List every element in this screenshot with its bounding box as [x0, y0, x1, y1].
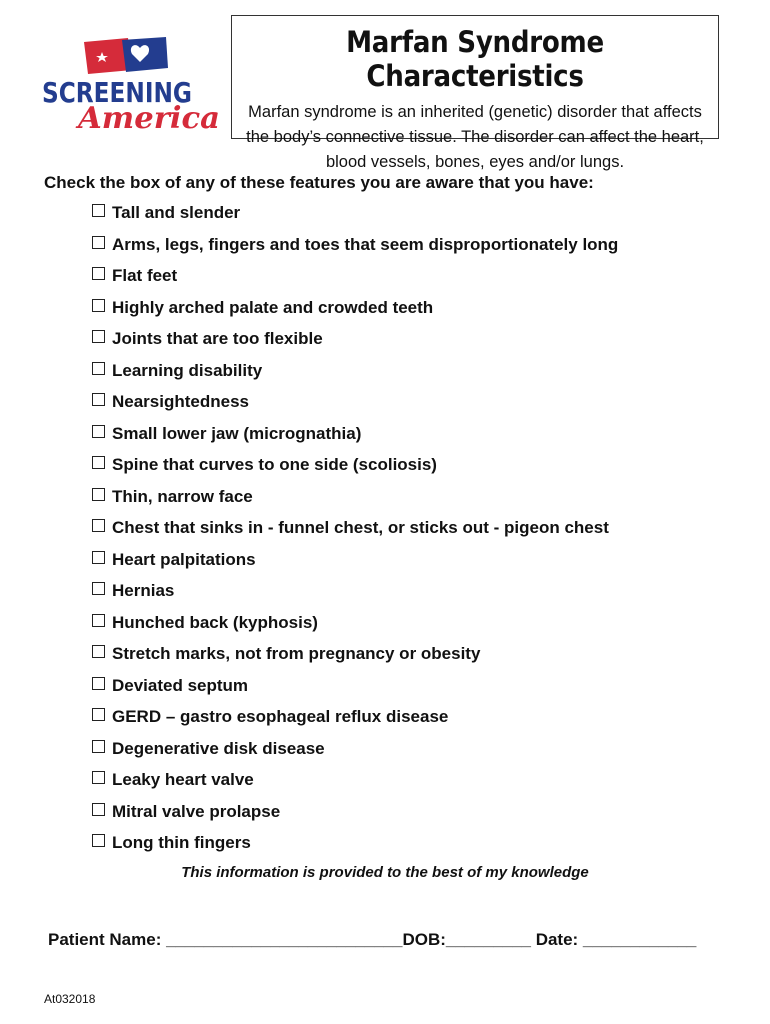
checklist-item-label: Thin, narrow face [112, 486, 253, 506]
checkbox[interactable] [92, 204, 105, 217]
checkbox[interactable] [92, 236, 105, 249]
checklist-item[interactable] [92, 703, 618, 735]
checklist-item[interactable] [92, 640, 618, 672]
checklist-item[interactable] [92, 514, 618, 546]
checklist-item[interactable] [92, 766, 618, 798]
checklist-item[interactable] [92, 483, 618, 515]
checklist-item-label: Chest that sinks in - funnel chest, or sticks out - pigeon chest [112, 518, 609, 537]
checklist-item[interactable] [92, 577, 618, 609]
disclaimer: This information is provided to the best of my knowledge [181, 864, 589, 881]
checklist-item[interactable] [92, 357, 618, 389]
checklist-item-label: Tall and slender [112, 203, 241, 222]
checkbox[interactable] [92, 551, 105, 564]
checklist-item[interactable] [92, 609, 618, 641]
checkbox[interactable] [92, 677, 105, 690]
checkbox[interactable] [92, 834, 105, 847]
checklist-item[interactable] [92, 199, 618, 231]
checklist-item-label: Arms, legs, fingers and toes that seem disproportionately long [112, 234, 619, 254]
checklist-item-label: Mitral valve prolapse [112, 801, 281, 821]
checkbox[interactable] [92, 740, 105, 753]
checkbox[interactable] [92, 519, 105, 532]
checklist-item-label: Long thin fingers [112, 833, 251, 852]
checklist-item[interactable] [92, 388, 618, 420]
checkbox[interactable] [92, 362, 105, 375]
checklist-item-label: Joints that are too flexible [112, 329, 323, 348]
checkbox[interactable] [92, 299, 105, 312]
checkbox[interactable] [92, 771, 105, 784]
checklist-item-label: Hernias [112, 581, 175, 600]
checkbox[interactable] [92, 488, 105, 501]
checkbox[interactable] [92, 803, 105, 816]
logo-text-screening: SCREENING [42, 76, 192, 109]
feature-checklist [92, 199, 618, 861]
checklist-item[interactable] [92, 546, 618, 578]
screening-america-logo [40, 34, 230, 134]
checklist-item-label: Degenerative disk disease [112, 738, 325, 758]
checklist-item[interactable] [92, 325, 618, 357]
checklist-item-label: Deviated septum [112, 675, 249, 695]
checklist-item[interactable] [92, 672, 618, 704]
checklist-item[interactable] [92, 420, 618, 452]
checkbox[interactable] [92, 614, 105, 627]
checklist-item[interactable] [92, 262, 618, 294]
description: Marfan syndrome is an inherited (genetic) disorder that affects the body’s connective tissue. The disorder can affect the heart, blood vessels, bones, eyes and/or lungs. [246, 103, 704, 171]
checklist-item[interactable] [92, 735, 618, 767]
checkbox[interactable] [92, 456, 105, 469]
checklist-item-label: Nearsightedness [112, 392, 249, 411]
checkbox[interactable] [92, 330, 105, 343]
checklist-item-label: Hunched back (kyphosis) [112, 612, 318, 632]
document-code: At032018 [44, 992, 96, 1006]
checklist-item[interactable] [92, 798, 618, 830]
checklist-item[interactable] [92, 451, 618, 483]
checklist-item-label: Stretch marks, not from pregnancy or obesity [112, 644, 481, 663]
checkbox[interactable] [92, 708, 105, 721]
page-title: Marfan Syndrome Characteristics [346, 25, 604, 93]
header-box [231, 15, 719, 171]
checklist-item-label: Spine that curves to one side (scoliosis) [112, 455, 437, 474]
checklist-item-label: Small lower jaw (micrognathia) [112, 423, 362, 443]
checkbox[interactable] [92, 267, 105, 280]
checklist-item-label: Flat feet [112, 266, 178, 285]
checkbox[interactable] [92, 393, 105, 406]
checklist-item-label: GERD – gastro esophageal reflux disease [112, 707, 449, 726]
flag-icon [84, 37, 168, 74]
checkbox[interactable] [92, 645, 105, 658]
checklist-item[interactable] [92, 829, 618, 861]
checklist-item[interactable] [92, 294, 618, 326]
checkbox[interactable] [92, 582, 105, 595]
checklist-item-label: Learning disability [112, 360, 263, 380]
checklist-item-label: Leaky heart valve [112, 770, 254, 789]
checklist-item[interactable] [92, 231, 618, 263]
checklist-item-label: Heart palpitations [112, 549, 256, 569]
logo-text-america: America [74, 101, 220, 134]
checklist-item-label: Highly arched palate and crowded teeth [112, 297, 434, 317]
checkbox[interactable] [92, 425, 105, 438]
instruction: Check the box of any of these features you are aware that you have: [44, 173, 594, 192]
patient-info-line[interactable]: Patient Name: _________________________DOB:_________ Date: ____________ [48, 930, 697, 949]
